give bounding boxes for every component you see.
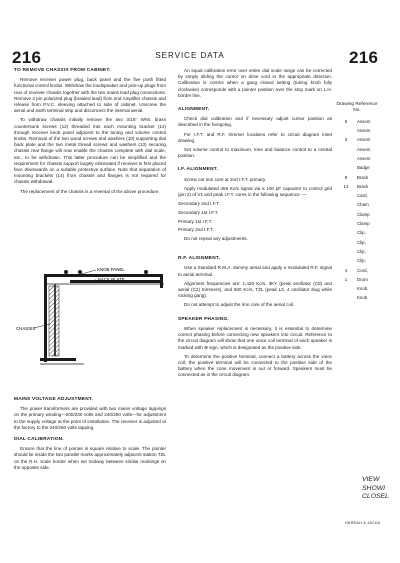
- left-column: [14, 68, 166, 198]
- remove-chassis-paragraph-3: The replacement of the chassis is a reversal of the above procedure.: [20, 188, 160, 194]
- left-column-lower: [14, 397, 166, 474]
- list-item: Knob: [357, 295, 368, 301]
- if-alignment-heading: I.F. ALIGNMENT.: [178, 167, 218, 173]
- chassis-diagram: [14, 262, 170, 382]
- back-plate-label: BACK PLATE: [98, 277, 125, 282]
- list-item: 6 Assem: [344, 118, 371, 124]
- list-item: 1 Drum: [344, 276, 368, 282]
- list-item: 14 Brack: [343, 183, 369, 189]
- rf-alignment-paragraph-1: Use a Standard R.M.A. dummy aerial and apply a modulated R.F. signal to aerial terminal.: [178, 265, 332, 277]
- list-item: Clip,: [357, 239, 366, 245]
- speaker-phasing-heading: SPEAKER PHASING.: [178, 316, 229, 322]
- remove-chassis-heading: TO REMOVE CHASSIS FROM CABINET.: [14, 68, 111, 73]
- list-item: Clamp: [357, 221, 370, 227]
- alignment-paragraph-2: For I.F.T. and R.F. trimmer locations refer to circuit diagram inset drawing.: [178, 131, 332, 143]
- screw-icon: [64, 270, 68, 274]
- list-item: Cham: [357, 202, 369, 208]
- list-item: Knob,: [357, 286, 369, 292]
- list-item: Assem: [357, 155, 371, 161]
- middle-column: [178, 68, 332, 382]
- list-item: Badge: [357, 165, 370, 171]
- rf-alignment-paragraph-2: Alignment frequencies are: 1,420 Kc/s, 3KY (peak oscillator (C8) and aerial (C2) trimmers), and 600 Kc/s, TZL (peak L3, 4 oscillator slug while rocking gang).: [178, 280, 332, 299]
- list-item: 9 Brack: [344, 174, 369, 180]
- alignment-heading: ALIGNMENT.: [178, 107, 210, 113]
- list-item: Card,: [357, 193, 368, 199]
- if-sequence-item: Secondary 1st I.F.T.: [178, 209, 219, 215]
- parts-list: [335, 117, 400, 303]
- publisher-credit: HARRAH & JACKA: [345, 521, 381, 525]
- alignment-paragraph-3: Set volume control to maximum, tone and balance control to a central position.: [178, 147, 332, 159]
- mains-voltage-paragraph: The power transformers are provided with two mains voltage tappings on the primary winding—200/230 volts and 240/250 volts—for adjustment to the supply voltage at the point of installation. The receiver is adjusted at the factory to the 240/250 volts tapping.: [14, 406, 166, 430]
- alignment-paragraph-1: Check dial calibration and if necessary adjust cursor position as described in the foregoing.: [178, 116, 332, 128]
- chassis-label: CHASSIS: [16, 326, 36, 331]
- list-item: 3 Assem: [344, 137, 371, 143]
- list-item: Assem: [357, 128, 371, 134]
- list-item: Clip,: [357, 230, 366, 236]
- dial-calibration-paragraph: Ensure that the line of pointer is square relative to scale. The pointer should lie inside the two parallel marks approximately adjacent station TZL on the R.H. scale border when set midway between similar markings on the opposite side.: [14, 446, 166, 470]
- list-item: Clip,: [357, 248, 366, 254]
- page-header: SERVICE DATA: [155, 51, 225, 60]
- screw-icon: [78, 270, 82, 274]
- mains-voltage-heading: MAINS VOLTAGE ADJUSTMENT.: [14, 397, 93, 402]
- list-item: Clip,: [357, 258, 366, 264]
- speaker-phasing-paragraph-1: When speaker replacement is necessary, it is essential to determine correct phasing before connecting new speakers into circuit. Reference to the circuit diagram will show that one voice coil terminal of each speaker is marked with ⊕ sign, which is designated as the positive side.: [178, 325, 332, 350]
- rf-alignment-heading: R.F. ALIGNMENT.: [178, 256, 220, 262]
- remove-chassis-paragraph-2: To withdraw chassis initially remove the two 3/16" Whit. brass countersunk screws (12) threaded into each mounting bracket (14) through receiver knob panel adjacent to the tuning and volume control knobs. Removal of the two wood screws and washers (10) supporting dial back plate and the two metal thread screws and washers (13) securing chassis rear flange will now enable the chassis complete with dial scale, etc., to be withdrawn. This latter procedure can be simplified and the requirement for chassis support largely eliminated if receiver is first placed face downwards on a suitable protective surface. Note that separation of mounting brackets (14) from chassis and flanges is not required for chassis withdrawal.: [14, 117, 166, 185]
- knob-panel-label: KNOB PANEL: [97, 267, 125, 272]
- drawing-reference-heading: Drawing Reference No.: [336, 102, 378, 113]
- screw-icon: [144, 270, 148, 274]
- list-item: Clamp: [357, 211, 370, 217]
- if-alignment-paragraph-3: Do not repeat any adjustments.: [184, 236, 248, 242]
- parts-list-column: [335, 102, 400, 303]
- mounting-bracket: [44, 274, 47, 362]
- remove-chassis-paragraph-1: Remove receiver power plug, back panel and the five push fitted functional control knobs. Withdraw the loudspeaker and pick-up plugs from rear of receiver chassis together with the two mains lead plug connections. Remove 2 pin polarized plug (braided lead) from 2nd Amplifier chassis and release from P.V.C. sleeving attached to side of cabinet. Unscrew the aerial and earth terminal strip and disconnect the internal aerial.: [14, 77, 166, 114]
- speaker-phasing-paragraph-2: To determine the positive terminal, connect a battery across the voice coil; the positive terminal will be connected to the positive side of the battery when the cone movement is out or forward. Speakers must be connected as in the circuit diagram.: [178, 353, 332, 378]
- page-number-left: 216: [12, 48, 42, 67]
- dial-calibration-heading: DIAL CALIBRATION.: [14, 437, 64, 443]
- rf-alignment-paragraph-3: Do not attempt to adjust the iron core of the aerial coil.: [184, 302, 295, 308]
- calibration-intro-paragraph: An equal calibration error over entire dial scale range can be corrected by simply sliding the cursor on drive cord in the appropriate direction. Calibration is correct when a gang closed setting (tuning knob fully clockwise) corresponds with a pointer position over the stop mark on L.H. border line.: [178, 68, 332, 98]
- if-sequence-item: Secondary 2nd I.F.T.: [178, 201, 220, 207]
- if-sequence-item: Primary 2nd I.F.T.: [178, 227, 214, 233]
- if-alignment-paragraph-2: Apply modulated 455 Kc/s signal via a 100 pF capacitor to control grid (pin 2) of V1 and peak I.F.T. cores in the following sequence: —: [178, 185, 332, 198]
- list-item: Assem: [357, 146, 371, 152]
- chassis-section: [49, 286, 59, 356]
- if-sequence-item: Primary 1st I.F.T.: [178, 218, 213, 224]
- view-caption: VIEW SHOWI CLOSEL: [362, 476, 389, 500]
- page-number-right: 216: [349, 48, 379, 67]
- list-item: 4 Cord,: [344, 267, 368, 273]
- if-alignment-paragraph-1: Screw out iron core at 2nd I.F.T. primary.: [184, 176, 267, 182]
